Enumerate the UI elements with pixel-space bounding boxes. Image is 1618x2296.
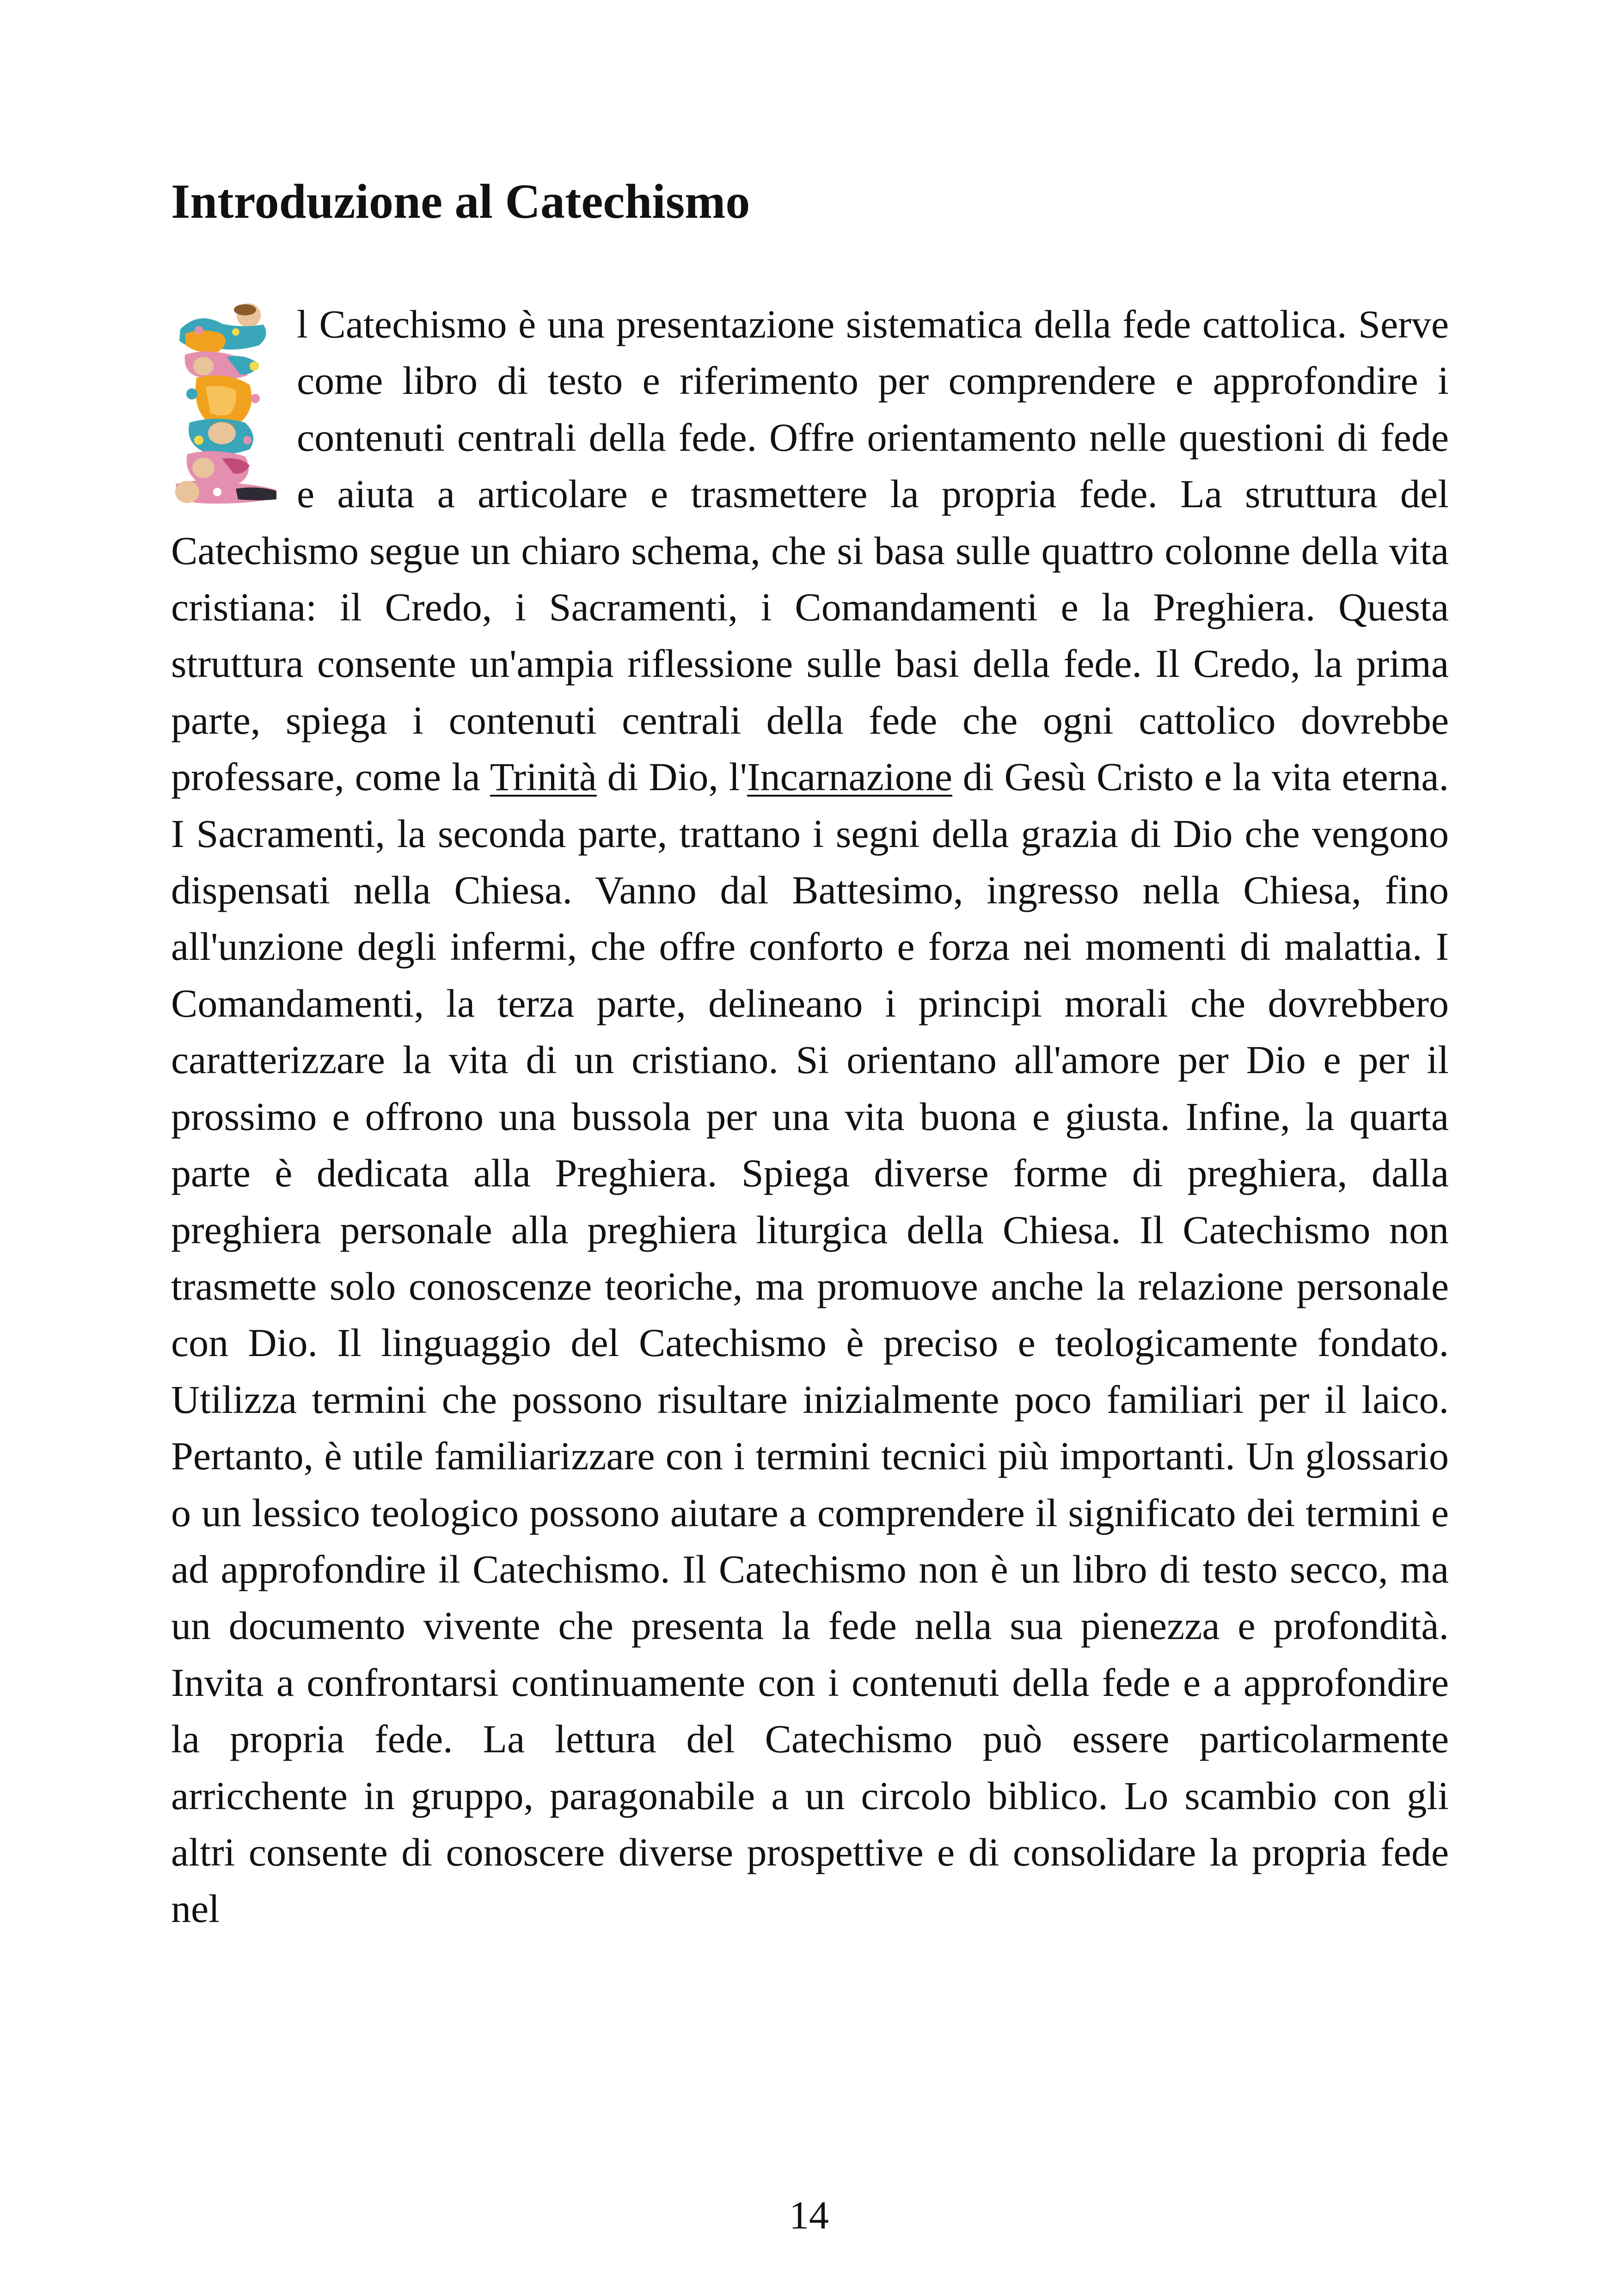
- link-incarnazione[interactable]: Incarnazione: [747, 755, 953, 799]
- paragraph-text-part-2: di Dio, l': [607, 755, 747, 799]
- drop-cap-illustration: [171, 296, 278, 511]
- paragraph-text-part-3: di Gesù Cristo e la vita eterna. I Sacramenti, la seconda parte, trattano i segni della grazia di Dio che vengono dispensati nella Chiesa. Vanno dal Battesimo, ingresso nella Chiesa, fino all'unzione degli infermi, che offre conforto e forza nei momenti di malattia. I Comandamenti, la terza parte, delineano i principi morali che dovrebbero caratterizzare la vita di un cristiano. Si orientano all'amore per Dio e per il prossimo e offrono una bussola per una vita buona e giusta. Infine, la quarta parte è dedicata alla Preghiera. Spiega diverse forme di preghiera, dalla preghiera personale alla preghiera liturgica della Chiesa. Il Catechismo non trasmette solo conoscenze teoriche, ma promuove anche la relazione personale con Dio. Il linguaggio del Catechismo è preciso e teologicamente fondato. Utilizza termini che possono risultare inizialmente poco familiari per il laico. Pertanto, è utile familiarizzare con i termini tecnici più importanti. Un glossario o un lessico teologico possono aiutare a comprendere il significato dei termini e ad approfondire il Catechismo. Il Catechismo non è un libro di testo secco, ma un documento vivente che presenta la fede nella sua pienezza e profondità. Invita a confrontarsi continuamente con i contenuti della fede e a approfondire la propria fede. La lettura del Catechismo può essere particolarmente arricchente in gruppo, paragonabile a un circolo biblico. Lo scambio con gli altri consente di conoscere diverse prospettive e di consolidare la propria fede nel: [171, 755, 1449, 1931]
- paragraph-text-part-1: l Catechismo è una presentazione sistematica della fede cattolica. Serve come libro di testo e riferimento per comprendere e approfondire i contenuti centrali della fede. Offre orientamento nelle questioni di fede e aiuta a articolare e trasmettere la propria fede. La struttura del Catechismo segue un chiaro schema, che si basa sulle quattro colonne della vita cristiana: il Credo, i Sacramenti, i Comandamenti e la Preghiera. Questa struttura consente un'ampia riflessione sulle basi della fede. Il Credo, la prima parte, spiega i contenuti centrali della fede che ogni cattolico dovrebbe professare, come la: [171, 302, 1449, 799]
- body-paragraph: [171, 296, 1449, 1937]
- body-text: [171, 296, 1449, 1937]
- stacked-dolls-letter-i-image: [171, 301, 278, 511]
- page-number: 14: [789, 2193, 829, 2237]
- page-title: Introduzione al Catechismo: [171, 174, 750, 228]
- link-trinita[interactable]: Trinità: [490, 755, 597, 799]
